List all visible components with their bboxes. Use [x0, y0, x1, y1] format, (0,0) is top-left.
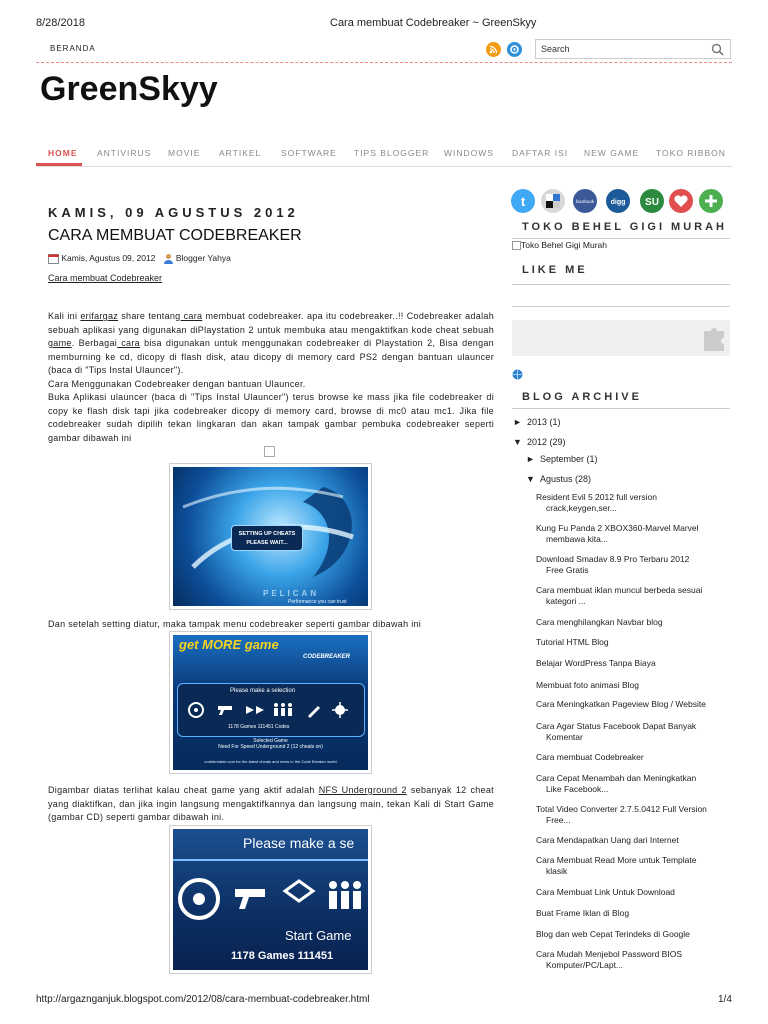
archive-post-link[interactable]: Resident Evil 5 2012 full version crack,keygen,ser... [536, 492, 657, 513]
archive-post-link[interactable]: Cara Membuat Link Untuk Download [536, 887, 675, 897]
print-footer-url: http://argaznganjuk.blogspot.com/2012/08/cara-membuat-codebreaker.html [36, 994, 370, 1005]
favorite-icon[interactable] [669, 189, 693, 213]
post-meta-author[interactable]: Blogger Yahya [175, 253, 231, 263]
archive-post-link[interactable]: Cara Cepat Menambah dan Meningkatkan Like Facebook... [536, 773, 697, 794]
sidebar-likeme-title: LIKE ME [522, 264, 588, 276]
archive-post-link[interactable]: Cara menghilangkan Navbar blog [536, 617, 663, 627]
archive-post-link[interactable]: Cara Membuat Read More untuk Template klasik [536, 855, 697, 876]
user-icon [163, 253, 174, 264]
post-paragraph-4: Digambar diatas terlihat kalau cheat game yang aktif adalah NFS Underground 2 sebanyak 12 cheat yang diaktifkan, dan jika ingin langsung mengaktifkannya dan langsung main, tekan Kali di Start Game (gambar CD) seperti gambar dibawah ini. [48, 785, 494, 822]
like-me-widget[interactable] [512, 320, 730, 356]
facebook-icon[interactable] [573, 189, 597, 213]
menu-item-toko-ribbon[interactable]: TOKO RIBBON [656, 148, 726, 158]
expand-arrow-icon[interactable]: ► [513, 417, 522, 427]
setting-cheats-dialog: SETTING UP CHEATS PLEASE WAIT... [231, 525, 303, 551]
search-box[interactable] [535, 39, 731, 59]
archive-month-agustus[interactable]: ▼ Agustus (28) [526, 474, 591, 484]
menu-item-new-game[interactable]: NEW GAME [584, 148, 640, 158]
search-input[interactable]: Search [541, 44, 570, 54]
pelican-tagline: Performance you can trust [288, 599, 347, 605]
sidebar-divider [512, 238, 730, 239]
twitter-icon[interactable] [511, 189, 535, 213]
social-icons-row [510, 188, 730, 214]
post-meta [48, 253, 231, 264]
closeup-start-game: Start Game [285, 928, 352, 943]
post-title[interactable]: CARA MEMBUAT CODEBREAKER [48, 227, 302, 244]
link-cara[interactable]: cara [180, 311, 203, 321]
archive-post-link[interactable]: Cara Mendapatkan Uang dari Internet [536, 835, 679, 845]
archive-post-link[interactable]: Kung Fu Panda 2 XBOX360-Marvel Marvel membawa kita... [536, 523, 699, 544]
search-icon[interactable] [711, 43, 724, 56]
post-paragraph-1: Kali ini erifargaz share tentang cara membuat codebreaker. apa itu codebreaker..!! Codebreaker adalah sebuah aplikasi yang digunakan diPlaystation 2 untuk membuka atau mengaktifkan kode cheat sebuah game. Berbagai cara bisa digunakan untuk menggunakan codebreaker di Playstation 2, Bisa dengan memburning ke cd, dicopy di flash disk, atau dicopy di memory card PS2 dengan bantuan ulauncer (baca di "Tips Instal Ulauncer"). [48, 311, 495, 375]
email-subscribe-icon[interactable] [507, 42, 522, 62]
archive-post-link[interactable]: Total Video Converter 2.7.5.0412 Full Version Free... [536, 804, 707, 825]
post-date-heading: KAMIS, 09 AGUSTUS 2012 [48, 205, 299, 220]
selected-game-info: Selected Game Need For Speed Underground 2 (12 cheats on) [218, 738, 323, 750]
archive-post-link[interactable]: Cara membuat Codebreaker [536, 752, 644, 762]
expand-arrow-icon[interactable]: ► [526, 454, 535, 464]
archive-post-link[interactable]: Cara Mudah Menjebol Password BIOS Komputer/PC/Lapt... [536, 949, 682, 970]
digg-icon[interactable] [606, 189, 630, 213]
broken-image-icon [512, 241, 521, 250]
archive-post-link[interactable]: Buat Frame Iklan di Blog [536, 908, 630, 918]
menu-item-home[interactable]: HOME [48, 148, 78, 158]
menu-icons-row [184, 700, 364, 720]
menu-item-tips-blogger[interactable]: TIPS BLOGGER [354, 148, 430, 158]
site-logo[interactable]: GreenSkyy [40, 70, 218, 108]
post-caption-1: Dan setelah setting diatur, maka tampak menu codebreaker seperti gambar dibawah ini [48, 619, 422, 629]
closeup-prompt: Please make a se [243, 835, 355, 851]
calendar-icon [48, 253, 59, 264]
svg-text:facebook: facebook [575, 199, 595, 204]
archive-year-2012[interactable]: ▼ 2012 (29) [513, 437, 566, 447]
pelican-brand: PELICAN [263, 589, 320, 598]
globe-icon[interactable] [512, 367, 523, 385]
svg-text:digg: digg [610, 199, 626, 206]
collapse-arrow-icon[interactable]: ▼ [513, 437, 522, 447]
print-footer-page: 1/4 [718, 994, 732, 1005]
archive-post-link[interactable]: Cara Agar Status Facebook Dapat Banyak Komentar [536, 721, 697, 742]
menu-item-daftar-isi[interactable]: DAFTAR ISI [512, 148, 569, 158]
nav-beranda-link[interactable]: BERANDA [50, 44, 96, 53]
sidebar-divider [512, 306, 730, 307]
rss-icon[interactable] [486, 42, 501, 62]
post-paragraph-3: Buka Aplikasi ulauncer (baca di "Tips Instal Ulauncer") terus browse ke mass jika file codebreaker di copy ke flash disk tapi jika codebreaker dicopy di memory card, browse di mc0 atau mc1. Jika file codebreaker sudah dipilih tekan lingkaran dan akan tampak gambar pembuka codebreaker seperti gambar dibawah ini [48, 392, 494, 443]
link-nfs-underground-2[interactable]: NFS Underground 2 [318, 785, 407, 795]
sidebar-divider [512, 408, 730, 409]
menu-item-antivirus[interactable]: ANTIVIRUS [97, 148, 152, 158]
menu-item-artikel[interactable]: ARTIKEL [219, 148, 262, 158]
post-meta-date: Kamis, Agustus 09, 2012 [61, 253, 156, 263]
svg-text:SU: SU [645, 197, 659, 208]
print-doc-title: Cara membuat Codebreaker ~ GreenSkyy [330, 17, 537, 29]
puzzle-plugin-icon [700, 323, 728, 353]
archive-year-2013[interactable]: ► 2013 (1) [513, 417, 561, 427]
menu-item-movie[interactable]: MOVIE [168, 148, 201, 158]
archive-post-link[interactable]: Tutorial HTML Blog [536, 637, 609, 647]
menu-item-software[interactable]: SOFTWARE [281, 148, 337, 158]
post-image-start-game[interactable] [169, 825, 372, 974]
closeup-icons-row [173, 869, 368, 929]
codebreaker-footer: codebreaker.com for the latest cheats and news in the Code Breaker world [204, 759, 337, 764]
selection-prompt: Please make a selection [230, 688, 296, 694]
sidebar-archive-title: BLOG ARCHIVE [522, 391, 642, 403]
closeup-counts: 1178 Games 111451 [231, 950, 334, 962]
main-menu [36, 148, 732, 165]
post-paragraph-2: Cara Menggunakan Codebreaker dengan bantuan Ulauncer. [48, 379, 306, 389]
archive-post-link[interactable]: Belajar WordPress Tanpa Biaya [536, 658, 656, 668]
archive-post-link[interactable]: Blog dan web Cepat Terindeks di Google [536, 929, 690, 939]
codebreaker-banner: get MORE game [179, 637, 279, 652]
sidebar-divider [512, 284, 730, 285]
menu-divider [36, 166, 732, 167]
selection-panel [177, 683, 365, 737]
sidebar-toko-title: TOKO BEHEL GIGI MURAH [522, 221, 727, 233]
post-image-setting-cheats[interactable] [169, 463, 372, 610]
collapse-arrow-icon[interactable]: ▼ [526, 474, 535, 484]
link-cara-2[interactable]: cara [117, 338, 140, 348]
archive-post-link[interactable]: Membuat foto animasi Blog [536, 680, 639, 690]
svg-text:t: t [520, 194, 526, 209]
header-divider [36, 62, 732, 63]
menu-item-windows[interactable]: WINDOWS [444, 148, 494, 158]
archive-post-link[interactable]: Download Smadav 8.9 Pro Terbaru 2012 Free Gratis [536, 554, 690, 575]
image-placeholder-icon [264, 446, 275, 457]
stumbleupon-icon[interactable] [640, 189, 664, 213]
print-date: 8/28/2018 [36, 17, 85, 29]
link-erifargaz[interactable]: erifargaz [80, 311, 119, 321]
post-image-codebreaker-menu[interactable] [169, 631, 372, 774]
link-game[interactable]: game [48, 338, 72, 348]
add-icon[interactable] [699, 189, 723, 213]
post-top-link[interactable]: Cara membuat Codebreaker [48, 273, 163, 283]
codebreaker-brand: CODEBREAKER [303, 654, 351, 660]
delicious-icon[interactable] [541, 189, 565, 213]
archive-post-link[interactable]: Cara membuat iklan muncul berbeda sesuai kategori ... [536, 585, 703, 606]
archive-month-september[interactable]: ► September (1) [526, 454, 598, 464]
games-codes-count: 1178 Games 111451 Codes [228, 724, 290, 730]
toko-behel-image[interactable]: Toko Behel Gigi Murah [512, 240, 607, 250]
archive-post-link[interactable]: Cara Meningkatkan Pageview Blog / Website [536, 699, 706, 709]
